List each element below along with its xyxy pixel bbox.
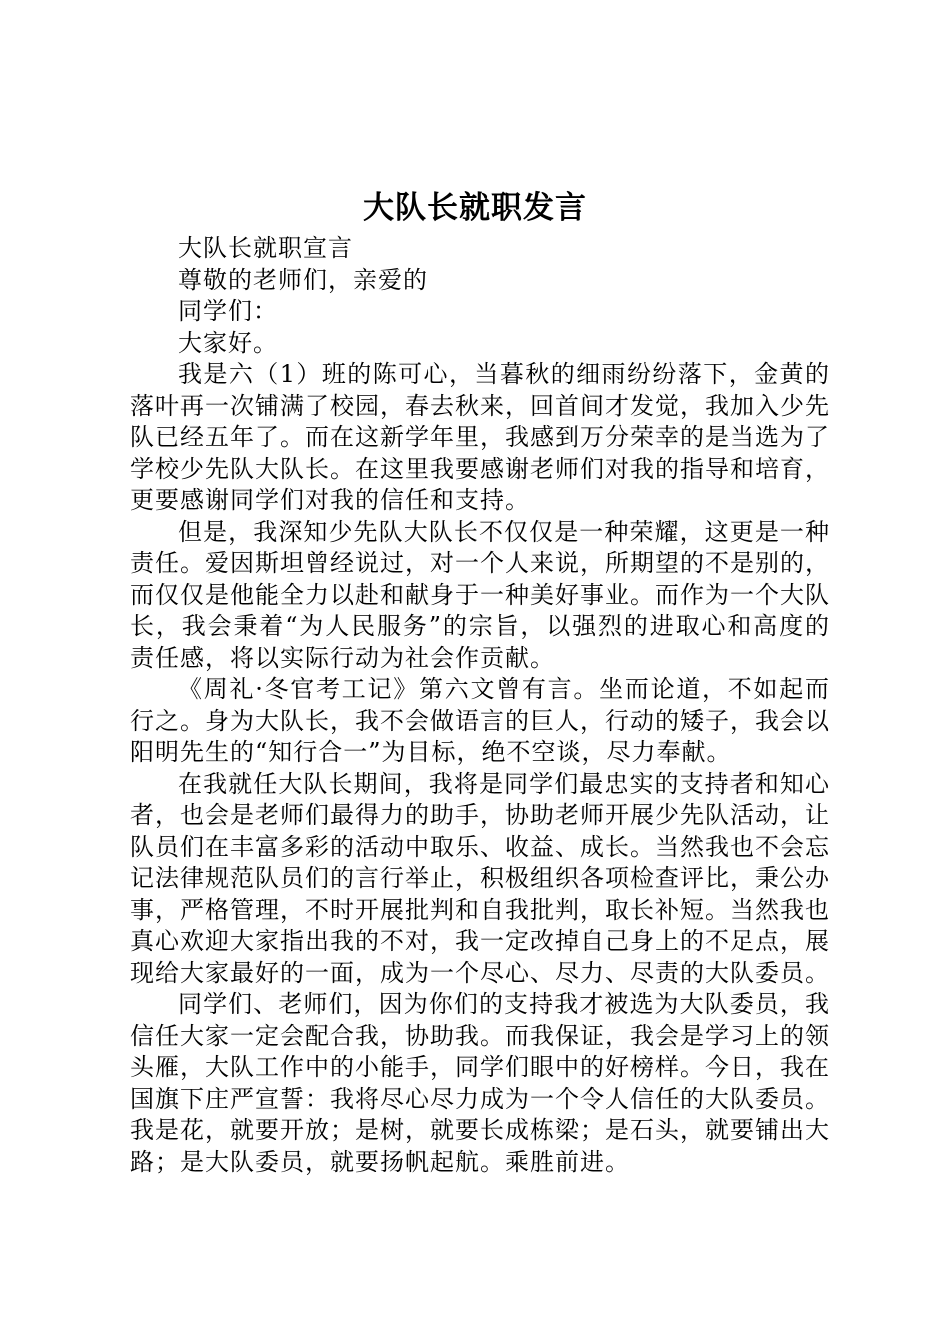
- document-body: [130, 233, 830, 1178]
- paragraph-commitment: 在我就任大队长期间，我将是同学们最忠实的支持者和知心者，也会是老师们最得力的助手，协助老师开展少先队活动，让队员们在丰富多彩的活动中取乐、收益、成长。当然我也不会忘记法律规范队员们的言行举止，积极组织各项检查评比，秉公办事，严格管理，不时开展批判和自我批判，取长补短。当然我也真心欢迎大家指出我的不对，我一定改掉自己身上的不足点，展现给大家最好的一面，成为一个尽心、尽力、尽责的大队委员。: [130, 769, 830, 987]
- paragraph-quote: 《周礼·冬官考工记》第六文曾有言。坐而论道，不如起而行之。身为大队长，我不会做语言的巨人，行动的矮子，我会以阳明先生的“知行合一”为目标，绝不空谈，尽力奉献。: [130, 675, 830, 766]
- paragraph-heading: 大队长就职宣言: [178, 234, 353, 262]
- paragraph-salutation: 尊敬的老师们，亲爱的: [178, 265, 428, 294]
- paragraph-greeting: 大家好。: [178, 328, 278, 357]
- paragraph-introduction: 我是六（1）班的陈可心，当暮秋的细雨纷纷落下，金黄的落叶再一次铺满了校园，春去秋来，回首间才发觉，我加入少先队已经五年了。而在这新学年里，我感到万分荣幸的是当选为了学校少先队大队长。在这里我要感谢老师们对我的指导和培育，更要感谢同学们对我的信任和支持。: [130, 360, 830, 514]
- document-title: 大队长就职发言: [363, 190, 587, 226]
- paragraph-salutation-continued: 同学们：: [178, 297, 278, 325]
- paragraph-responsibility: 但是，我深知少先队大队长不仅仅是一种荣耀，这更是一种责任。爱因斯坦曾经说过，对一个人来说，所期望的不是别的，而仅仅是他能全力以赴和献身于一种美好事业。而作为一个大队长，我会秉着“为人民服务”的宗旨，以强烈的进取心和高度的责任感，将以实际行动为社会作贡献。: [130, 517, 830, 672]
- paragraph-pledge: 同学们、老师们，因为你们的支持我才被选为大队委员，我信任大家一定会配合我，协助我。而我保证，我会是学习上的领头雁，大队工作中的小能手，同学们眼中的好榜样。今日，我在国旗下庄严宣誓：我将尽心尽力成为一个令人信任的大队委员。我是花，就要开放；是树，就要长成栋梁；是石头，就要铺出大路；是大队委员，就要扬帆起航。乘胜前进。: [130, 990, 830, 1176]
